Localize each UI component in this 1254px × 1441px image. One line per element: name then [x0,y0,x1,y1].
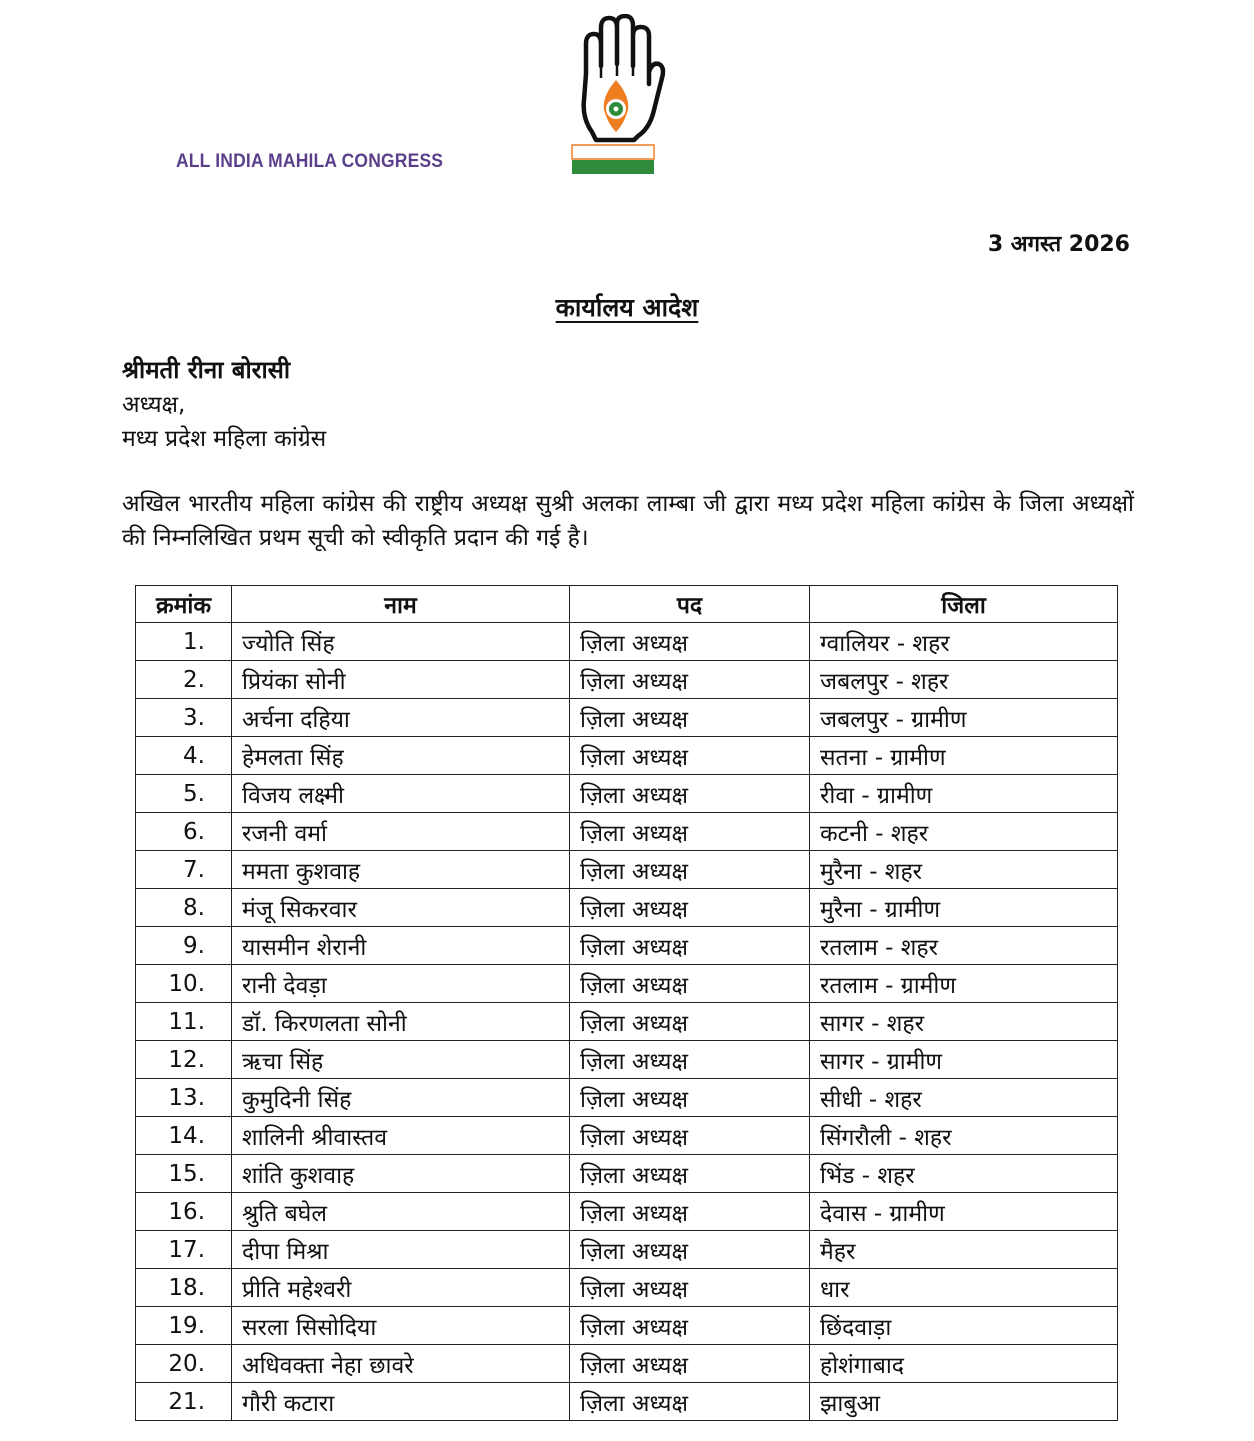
table-row [136,1003,1118,1041]
post-cell: ज़िला अध्यक्ष [570,965,810,1003]
name-cell: अर्चना दहिया [232,699,570,737]
table-row [136,775,1118,813]
district-cell: भिंड - शहर [810,1155,1118,1193]
district-cell: जबलपुर - शहर [810,661,1118,699]
serial-cell: 5. [136,775,232,813]
table-header-row [136,586,1118,623]
column-header-post: पद [570,586,810,623]
table-row [136,1307,1118,1345]
post-cell: ज़िला अध्यक्ष [570,813,810,851]
org-name: ALL INDIA MAHILA CONGRESS [176,151,444,172]
post-cell: ज़िला अध्यक्ष [570,1155,810,1193]
name-cell: गौरी कटारा [232,1383,570,1421]
district-cell: रतलाम - शहर [810,927,1118,965]
name-cell: रजनी वर्मा [232,813,570,851]
post-cell: ज़िला अध्यक्ष [570,1193,810,1231]
district-cell: सतना - ग्रामीण [810,737,1118,775]
serial-cell: 14. [136,1117,232,1155]
post-cell: ज़िला अध्यक्ष [570,1383,810,1421]
name-cell: शालिनी श्रीवास्तव [232,1117,570,1155]
table-row [136,1155,1118,1193]
serial-cell: 21. [136,1383,232,1421]
serial-cell: 1. [136,623,232,661]
name-cell: श्रुति बघेल [232,1193,570,1231]
post-cell: ज़िला अध्यक्ष [570,775,810,813]
serial-cell: 13. [136,1079,232,1117]
name-cell: प्रीति महेश्वरी [232,1269,570,1307]
district-cell: मैहर [810,1231,1118,1269]
name-cell: शांति कुशवाह [232,1155,570,1193]
post-cell: ज़िला अध्यक्ष [570,1269,810,1307]
district-cell: छिंदवाड़ा [810,1307,1118,1345]
post-cell: ज़िला अध्यक्ष [570,699,810,737]
table-row [136,1345,1118,1383]
district-cell: होशंगाबाद [810,1345,1118,1383]
serial-cell: 16. [136,1193,232,1231]
table-row [136,737,1118,775]
name-cell: अधिवक्ता नेहा छावरे [232,1345,570,1383]
table-row [136,1193,1118,1231]
name-cell: दीपा मिश्रा [232,1231,570,1269]
post-cell: ज़िला अध्यक्ष [570,737,810,775]
district-cell: सिंगरौली - शहर [810,1117,1118,1155]
name-cell: ममता कुशवाह [232,851,570,889]
table-row [136,813,1118,851]
post-cell: ज़िला अध्यक्ष [570,1307,810,1345]
order-date: 3 अगस्त 2026 [987,232,1130,257]
serial-cell: 17. [136,1231,232,1269]
district-cell: झाबुआ [810,1383,1118,1421]
post-cell: ज़िला अध्यक्ष [570,1117,810,1155]
serial-cell: 19. [136,1307,232,1345]
post-cell: ज़िला अध्यक्ष [570,1041,810,1079]
serial-cell: 4. [136,737,232,775]
table-body [136,623,1118,1421]
serial-cell: 15. [136,1155,232,1193]
name-cell: डॉ. किरणलता सोनी [232,1003,570,1041]
serial-cell: 9. [136,927,232,965]
column-header-serial: क्रमांक [136,586,232,623]
post-cell: ज़िला अध्यक्ष [570,623,810,661]
table-row [136,1231,1118,1269]
district-cell: देवास - ग्रामीण [810,1193,1118,1231]
district-cell: कटनी - शहर [810,813,1118,851]
name-cell: प्रियंका सोनी [232,661,570,699]
page-title: कार्यालय आदेश [555,293,699,322]
post-cell: ज़िला अध्यक्ष [570,1003,810,1041]
serial-cell: 11. [136,1003,232,1041]
serial-cell: 3. [136,699,232,737]
name-cell: ज्योति सिंह [232,623,570,661]
district-cell: सीधी - शहर [810,1079,1118,1117]
serial-cell: 10. [136,965,232,1003]
serial-cell: 8. [136,889,232,927]
addressee-designation: अध्यक्ष, [122,392,186,418]
district-presidents-table [135,585,1118,1421]
post-cell: ज़िला अध्यक्ष [570,851,810,889]
name-cell: हेमलता सिंह [232,737,570,775]
serial-cell: 6. [136,813,232,851]
district-cell: ग्वालियर - शहर [810,623,1118,661]
table-row [136,1041,1118,1079]
district-cell: धार [810,1269,1118,1307]
district-cell: मुरैना - ग्रामीण [810,889,1118,927]
post-cell: ज़िला अध्यक्ष [570,927,810,965]
serial-cell: 20. [136,1345,232,1383]
table-row [136,699,1118,737]
addressee-organisation: मध्य प्रदेश महिला कांग्रेस [122,426,327,452]
name-cell: रानी देवड़ा [232,965,570,1003]
post-cell: ज़िला अध्यक्ष [570,889,810,927]
order-body-text: अखिल भारतीय महिला कांग्रेस की राष्ट्रीय अध्यक्ष सुश्री अलका लाम्बा जी द्वारा मध्य प्रदेश महिला कांग्रेस के जिला अध्यक्षों की निम्नलिखित प्रथम सूची को स्वीकृति प्रदान की गई है। [122,491,1134,551]
post-cell: ज़िला अध्यक्ष [570,1231,810,1269]
post-cell: ज़िला अध्यक्ष [570,1345,810,1383]
table-row [136,1079,1118,1117]
table-row [136,623,1118,661]
serial-cell: 12. [136,1041,232,1079]
district-cell: रीवा - ग्रामीण [810,775,1118,813]
table-row [136,851,1118,889]
table-row [136,927,1118,965]
district-cell: सागर - ग्रामीण [810,1041,1118,1079]
district-cell: जबलपुर - ग्रामीण [810,699,1118,737]
column-header-name: नाम [232,586,570,623]
table-row [136,661,1118,699]
table-row [136,889,1118,927]
table-row [136,1269,1118,1307]
congress-hand-logo [568,14,668,179]
table-row [136,1383,1118,1421]
district-cell: सागर - शहर [810,1003,1118,1041]
name-cell: कुमुदिनी सिंह [232,1079,570,1117]
name-cell: यासमीन शेरानी [232,927,570,965]
addressee-block [122,352,326,456]
district-cell: रतलाम - ग्रामीण [810,965,1118,1003]
serial-cell: 2. [136,661,232,699]
table-row [136,965,1118,1003]
serial-cell: 7. [136,851,232,889]
district-cell: मुरैना - शहर [810,851,1118,889]
column-header-district: जिला [810,586,1118,623]
serial-cell: 18. [136,1269,232,1307]
post-cell: ज़िला अध्यक्ष [570,661,810,699]
post-cell: ज़िला अध्यक्ष [570,1079,810,1117]
name-cell: मंजू सिकरवार [232,889,570,927]
table-row [136,1117,1118,1155]
name-cell: सरला सिसोदिया [232,1307,570,1345]
name-cell: विजय लक्ष्मी [232,775,570,813]
name-cell: ऋचा सिंह [232,1041,570,1079]
addressee-name: श्रीमती रीना बोरासी [122,356,291,384]
